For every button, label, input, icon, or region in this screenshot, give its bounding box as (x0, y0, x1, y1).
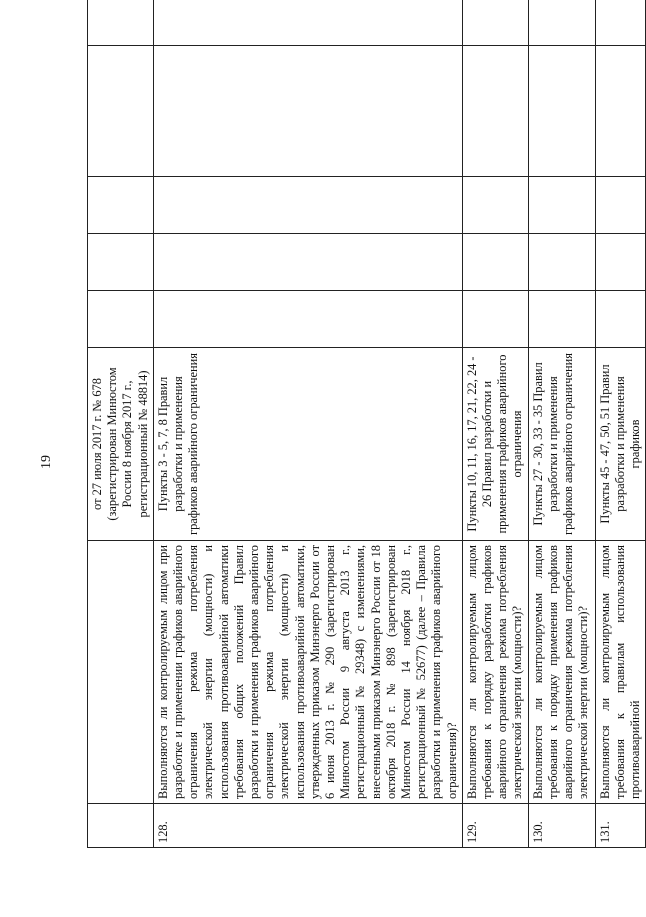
not-applicable-cell (595, 177, 646, 234)
notes-cell (528, 46, 595, 177)
yes-cell (153, 291, 462, 348)
reference-cell: Пункты 10, 11, 16, 17, 21, 22, 24 - 26 Правил разработки и применения графиков аварийного ограничения (462, 348, 528, 541)
yes-cell (528, 291, 595, 348)
table-row (153, 0, 462, 848)
no-cell (595, 234, 646, 291)
not-applicable-cell (462, 177, 528, 234)
notes-cell (595, 46, 646, 177)
question-cell: Выполняются ли контролируемым лицом требования к правилам использования противоаварийной (595, 541, 646, 804)
reference-cell: Пункты 45 - 47, 50, 51 Правил разработки и применения графиков (595, 348, 646, 541)
extra-cell (88, 0, 154, 46)
row-number-cell (88, 804, 154, 848)
no-cell (88, 234, 154, 291)
question-cell: Выполняются ли контролируемым лицом требования к порядку разработки графиков аварийного ограничения режима потребления электрической энергии (мощности)? (462, 541, 528, 804)
notes-cell (153, 46, 462, 177)
not-applicable-cell (528, 177, 595, 234)
not-applicable-cell (88, 177, 154, 234)
extra-cell (462, 0, 528, 46)
extra-cell (528, 0, 595, 46)
reference-cell: Пункты 3 - 5, 7, 8 Правил разработки и применения графиков аварийного ограничения (153, 348, 462, 541)
reference-cell: от 27 июля 2017 г. № 678 (зарегистрирован Минюстом России 8 ноября 2017 г., регистрационный № 48814) (88, 348, 154, 541)
yes-cell (88, 291, 154, 348)
not-applicable-cell (153, 177, 462, 234)
extra-cell (595, 0, 646, 46)
checklist-table (87, 0, 646, 848)
question-cell: Выполняются ли контролируемым лицом требования к порядку применения графиков аварийного ограничения режима потребления электрической энергии (мощности)? (528, 541, 595, 804)
row-number-cell: 128. (153, 804, 462, 848)
reference-cell: Пункты 27 - 30, 33 - 35 Правил разработки и применения графиков аварийного ограничения (528, 348, 595, 541)
no-cell (528, 234, 595, 291)
question-cell (88, 541, 154, 804)
extra-cell (153, 0, 462, 46)
notes-cell (462, 46, 528, 177)
table-row (462, 0, 528, 848)
table-row (595, 0, 646, 848)
page-number: 19 (39, 455, 54, 469)
table-row (88, 0, 154, 848)
row-number-cell: 129. (462, 804, 528, 848)
checklist-table-frame (87, 54, 643, 848)
question-cell: Выполняются ли контролируемым лицом при разработке и применении графиков аварийного ограничения режима потребления электрической энергии (мощности) и использования противоаварийной автоматики требования общих положений Правил разработки и применения графиков аварийного ограничения режима потребления электрической энергии (мощности) и использования противоаварийной автоматики, утвержденных приказом Минэнерго России от 6 июня 2013 г. № 290 (зарегистрирован Минюстом России 9 августа 2013 г., регистрационный № 29348) с изменениями, внесенными приказом Минэнерго России от 18 октября 2018 г. № 898 (зарегистрирован Минюстом России 14 ноября 2018 г., регистрационный № 52677) (далее – Правила разработки и применения графиков аварийного ограничения)? (153, 541, 462, 804)
row-number-cell: 131. (595, 804, 646, 848)
yes-cell (595, 291, 646, 348)
yes-cell (462, 291, 528, 348)
no-cell (153, 234, 462, 291)
no-cell (462, 234, 528, 291)
notes-cell (88, 46, 154, 177)
table-row (528, 0, 595, 848)
row-number-cell: 130. (528, 804, 595, 848)
